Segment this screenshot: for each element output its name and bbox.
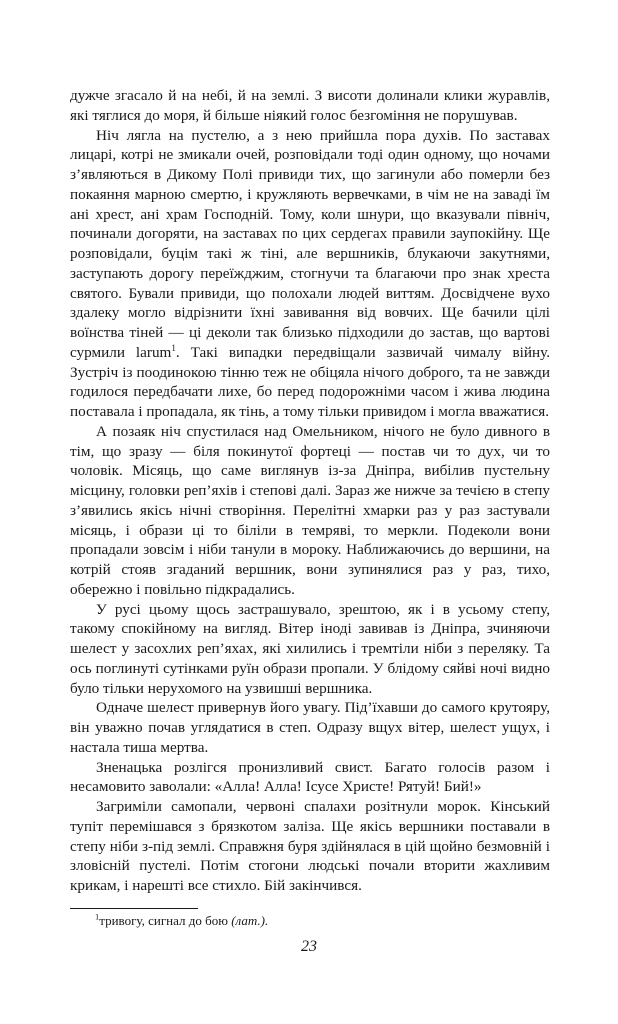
footnote-ref: 1 <box>171 342 176 353</box>
paragraph-text: Загриміли самопали, червоні спалахи розітнули морок. Кінський тупіт перемішався з брязкотом заліза. Ще якісь вершники поставали в степу ніби з-під землі. Справжня буря здійнялася в цій щойно безмовній і зловісній пустелі. Потім стогони людські почали вторити жахливим крикам, і нарешті все стихло. Бій закінчився. <box>70 798 550 894</box>
paragraph-5 <box>70 698 550 757</box>
paragraph-4 <box>70 600 550 699</box>
footnote-divider <box>70 908 198 909</box>
footnote-text: тривогу, сигнал до бою <box>99 913 232 928</box>
footnote <box>95 913 545 929</box>
paragraph-text-tail: . Такі випадки передвіщали зазвичай чималу війну. Зустріч із поодинокою тінню теж не обіцяла нічого доброго, та не завжди годилося передбачати лихе, бо перед подорожніми часом і жива людина поставала і пропадала, як тінь, а тому тільки привидом і могла вважатися. <box>70 343 550 420</box>
paragraph-1 <box>70 86 550 126</box>
paragraph-text: дужче згасало й на небі, й на землі. З висоти долинали клики журавлів, які тяглися до моря, й більше ніякий голос безгоміння не порушував. <box>70 87 550 124</box>
paragraph-3 <box>70 422 550 600</box>
paragraph-text: Одначе шелест привернув його увагу. Під’їхавши до самого крутояру, він уважно почав углядатися в степ. Одразу вщух вітер, шелест ущух, і настала тиша мертва. <box>70 699 550 756</box>
paragraph-text: Зненацька розлігся пронизливий свист. Багато голосів разом і несамовито заволали: «Алла! Алла! Ісусе Христе! Рятуй! Бий!» <box>70 758 550 796</box>
footnote-mark: 1 <box>95 911 100 922</box>
page-number: 23 <box>301 938 317 955</box>
footnote-language: (лат.). <box>231 913 269 928</box>
paragraph-2 <box>70 126 550 422</box>
paragraph-text: У русі цьому щось застрашувало, зрештою, як і в усьому степу, такому спокійному на вигляд. Вітер іноді завивав із Дніпра, зчиняючи шелест у засохлих реп’яхах, які хилились і тремтіли ніби з переляку. Та ось поглинуті сутінками руїн образи пропали. У блідому сяйві ночі видно було тільки нерухомого на узвишші вершника. <box>70 600 550 697</box>
paragraph-text: А позаяк ніч спустилася над Омельником, нічого не було дивного в тім, що зразу — біля покинутої фортеці — постав чи то дух, чи то чоловік. Місяць, що саме виглянув із-за Дніпра, вибілив пустельну місцину, головки реп’яхів і степові далі. Зараз же нижче за течією в степу з’явились якісь нічні створіння. Перелітні хмарки раз у раз застували місяць, і образи ці то біліли в темряві, то меркли. Подеколи вони пропадали зовсім і ніби танули в мороку. Наближаючись до вершини, на котрій стояв згаданий вершник, вони зупинялися раз у раз, тихо, обережно і повільно підкрадались. <box>70 422 550 598</box>
paragraph-6 <box>70 758 550 798</box>
paragraph-text: Ніч лягла на пустелю, а з нею прийшла пора духів. По заставах лицарі, котрі не змикали очей, розповідали тоді один одному, що ночами з’являються в Дикому Полі привиди тих, що загинули або померли без покаяння марною смертю, і кружляють вервечками, в чім не на заваді їм ані хрест, ані храм Господній. Тому, коли шнури, що вказували північ, починали догоряти, на заставах по цих сердегах правили заупокійну. Ще розповідали, буцім такі ж тіні, але вершників, блукаючи закутнями, заступають дорогу переїжджим, стогнучи та благаючи про знак хреста святого. Бували привиди, що полохали людей виттям. Досвідчене вухо здалеку могло відрізнити їхні завивання від вовчих. Ще бачили цілі воїнства тіней — ці деколи так близько підходили до застав, що вартові сурмили larum <box>70 126 550 361</box>
paragraph-7 <box>70 797 550 896</box>
main-text <box>70 86 550 896</box>
